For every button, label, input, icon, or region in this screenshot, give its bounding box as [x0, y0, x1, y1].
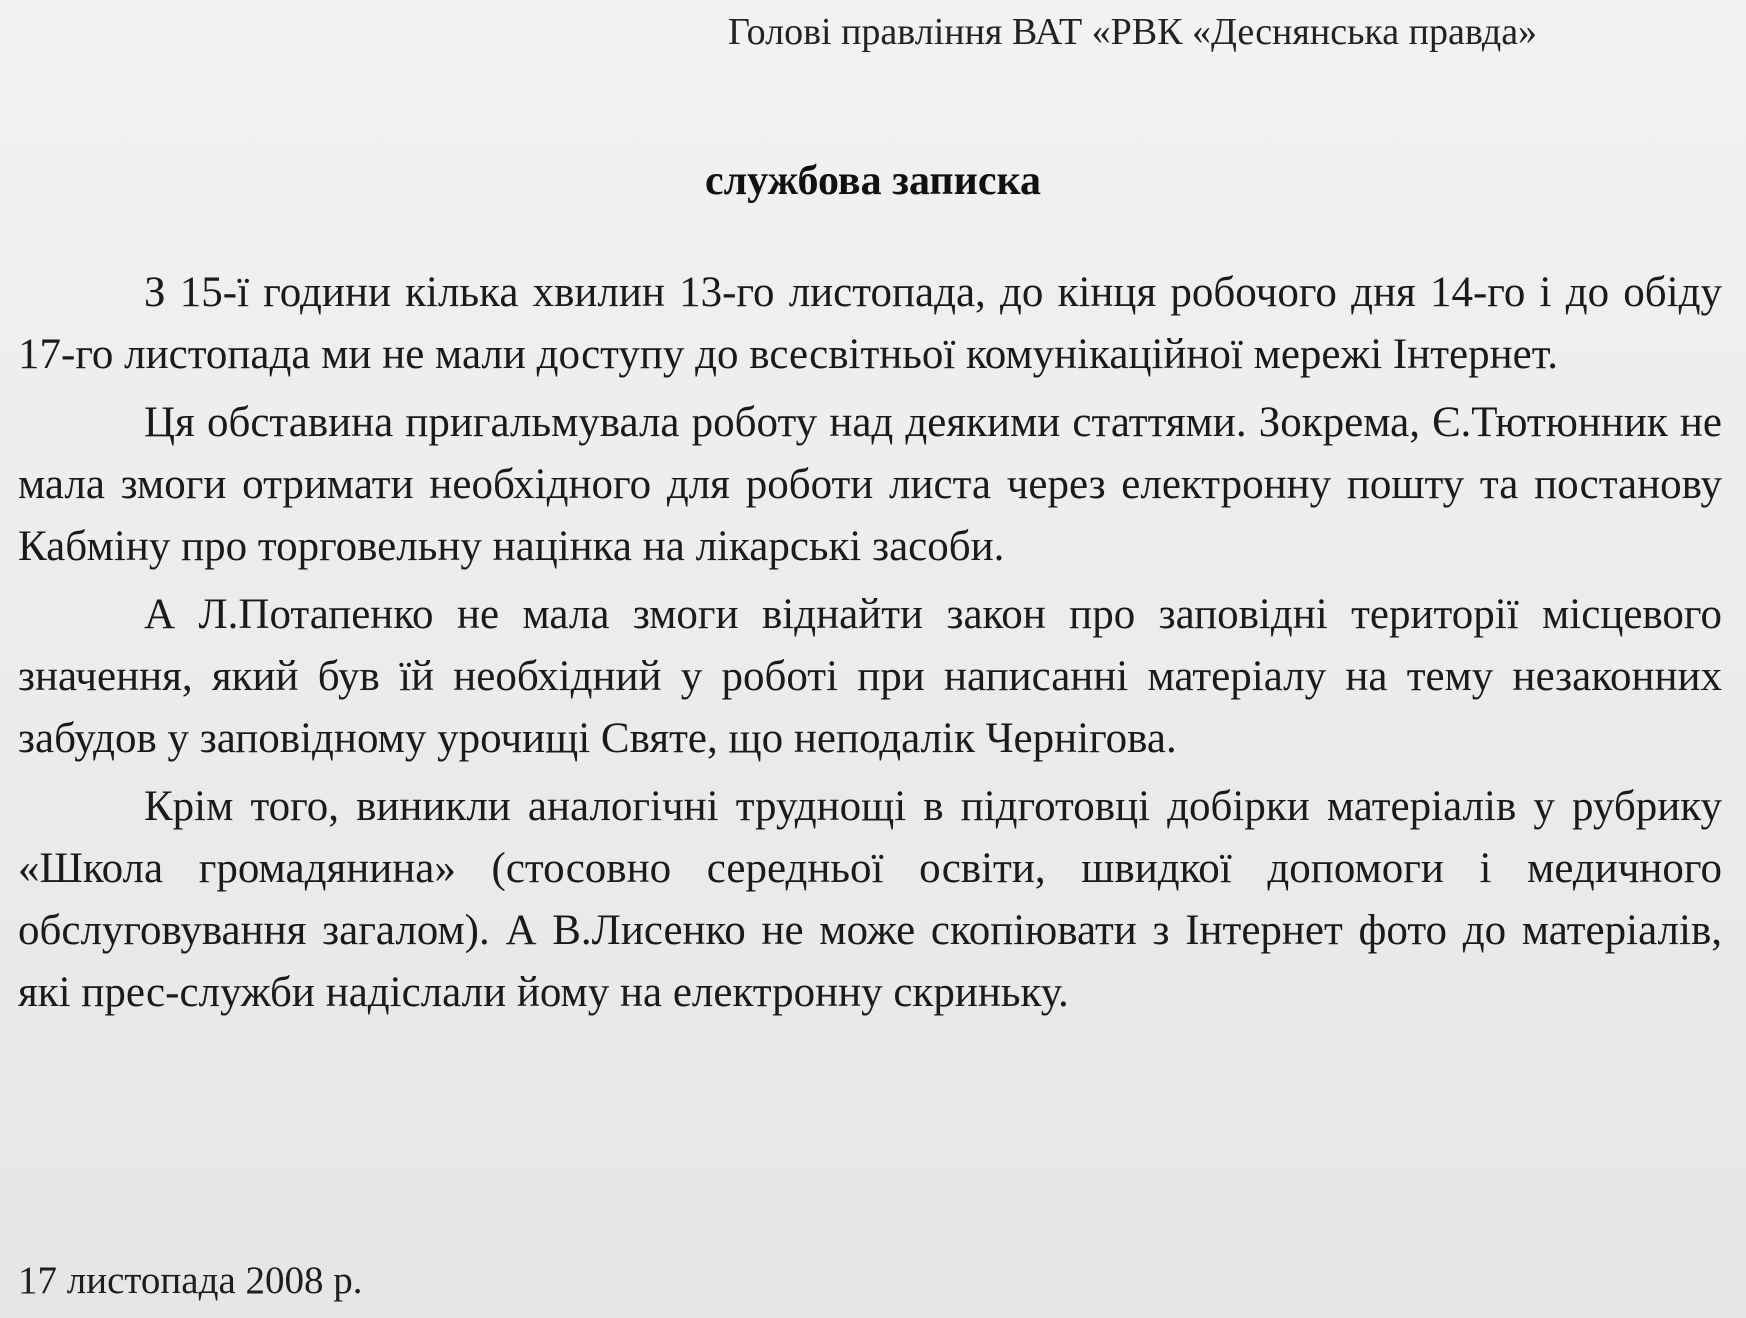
paragraph-internet-outage: З 15-ї години кілька хвилин 13-го листопада, до кінця робочого дня 14-го і до обіду 17-го листопада ми не мали доступу до всесвітньої комунікаційної мережі Інтернет.: [18, 269, 1722, 378]
addressee-line: Голові правління ВАТ «РВК «Деснянська правда»: [728, 11, 1538, 53]
paragraph-tiutiunnyk: Ця обставина пригальмувала роботу над деякими статтями. Зокрема, Є.Тютюнник не мала змоги отримати необхідного для роботи листа через електронну пошту та постанову Кабміну про торговельну націнка на лікарські засоби.: [18, 399, 1722, 570]
memo-body: [18, 262, 1722, 1030]
memo-title: службова записка: [704, 158, 1042, 204]
memo-date: 17 листопада 2008 р.: [18, 1259, 363, 1302]
paragraph-potapenko: А Л.Потапенко не мала змоги віднайти закон про заповідні території місцевого значення, який був їй необхідний у роботі при написанні матеріалу на тему незаконних забудов у заповідному урочищі Святе, що неподалік Чернігова.: [18, 591, 1722, 762]
paragraph-lysenko: Крім того, виникли аналогічні труднощі в підготовці добірки матеріалів у рубрику «Школа громадянина» (стосовно середньої освіти, швидкої допомоги і медичного обслуговування загалом). А В.Лисенко не може скопіювати з Інтернет фото до матеріалів, які прес-служби надіслали йому на електронну скриньку.: [18, 783, 1722, 1016]
